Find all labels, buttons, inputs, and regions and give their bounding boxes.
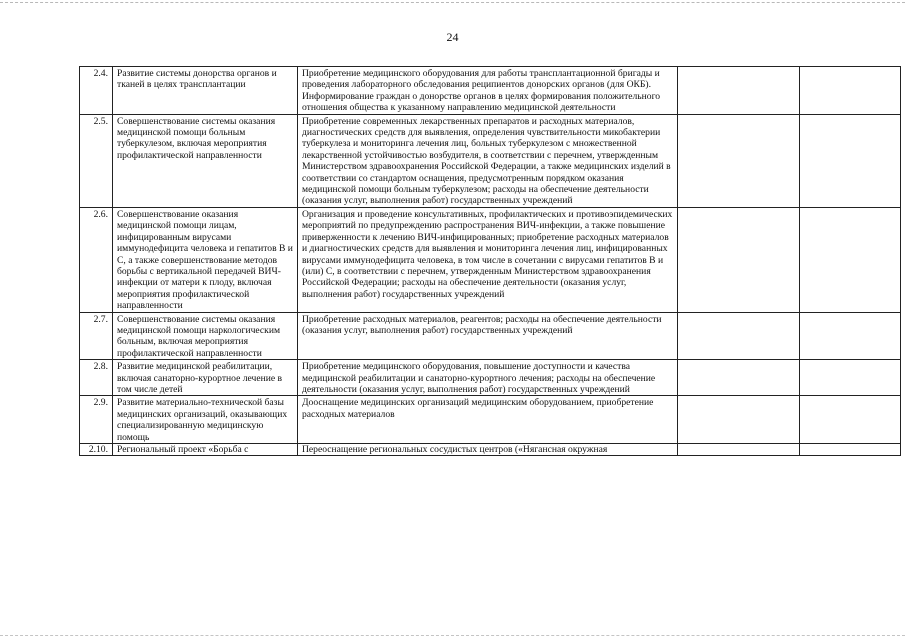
table-row <box>80 114 901 207</box>
measure-description: Приобретение медицинского оборудования, повышение доступности и качества медицинской реабилитации и санаторно-курортного лечения; расходы на обеспечение деятельности (оказания услуг, выполнения работ) государственных учреждений <box>298 360 678 396</box>
table-row <box>80 444 901 456</box>
row-number: 2.10. <box>80 444 113 456</box>
empty-cell <box>678 114 800 207</box>
measure-name: Развитие медицинской реабилитации, включая санаторно-курортное лечение в том числе детей <box>113 360 298 396</box>
row-number: 2.4. <box>80 67 113 115</box>
empty-cell <box>800 207 901 312</box>
table-row <box>80 360 901 396</box>
measure-description: Приобретение расходных материалов, реагентов; расходы на обеспечение деятельности (оказания услуг, выполнения работ) государственных учреждений <box>298 312 678 360</box>
table-row <box>80 207 901 312</box>
measure-name: Развитие материально-технической базы медицинских организаций, оказывающих специализированную медицинскую помощь <box>113 396 298 444</box>
empty-cell <box>800 67 901 115</box>
measure-description: Приобретение современных лекарственных препаратов и расходных материалов, диагностических средств для выявления, определения чувствительности микобактерии туберкулеза и мониторинга лечения лиц, больных туберкулезом с множественной лекарственной устойчивостью возбудителя, в соответствии с перечнем, утвержденным Министерством здравоохранения Российской Федерации, а также медицинских изделий в соответствии со стандартом оснащения, предусмотренным порядком оказания медицинской помощи больным туберкулезом; расходы на обеспечение деятельности (оказания услуг, выполнения работ) государственных учреждений <box>298 114 678 207</box>
empty-cell <box>678 67 800 115</box>
measure-description: Дооснащение медицинских организаций медицинским оборудованием, приобретение расходных материалов <box>298 396 678 444</box>
bottom-scan-edge <box>0 635 905 636</box>
page-number: 24 <box>446 30 459 44</box>
measure-name: Развитие системы донорства органов и тканей в целях трансплантации <box>113 67 298 115</box>
empty-cell <box>800 114 901 207</box>
row-number: 2.8. <box>80 360 113 396</box>
empty-cell <box>678 444 800 456</box>
top-scan-edge <box>0 2 905 3</box>
empty-cell <box>678 312 800 360</box>
measure-description: Переоснащение региональных сосудистых центров («Нягансная окружная <box>298 444 678 456</box>
row-number: 2.5. <box>80 114 113 207</box>
measure-description: Приобретение медицинского оборудования для работы трансплантационной бригады и проведения лабораторного обследования реципиентов донорских органов (для ОКБ). Информирование граждан о донорстве органов в целях формирования положительного отношения общества к указанному направлению медицинской деятельности <box>298 67 678 115</box>
empty-cell <box>678 207 800 312</box>
measure-name: Совершенствование оказания медицинской помощи лицам, инфицированным вирусами иммунодефицита человека и гепатитов В и С, а также совершенствование методов борьбы с вертикальной передачей ВИЧ-инфекции от матери к плоду, включая мероприятия профилактической направленности <box>113 207 298 312</box>
empty-cell <box>800 444 901 456</box>
row-number: 2.9. <box>80 396 113 444</box>
empty-cell <box>800 312 901 360</box>
program-table <box>79 66 901 456</box>
row-number: 2.7. <box>80 312 113 360</box>
row-number: 2.6. <box>80 207 113 312</box>
measure-description: Организация и проведение консультативных, профилактических и противоэпидемических мероприятий по предупреждению распространения ВИЧ-инфекции, а также повышение приверженности к лечению ВИЧ-инфицированных; приобретение расходных материалов и диагностических средств для выявления и мониторинга лечения лиц, инфицированных вирусами иммунодефицита человека, в том числе в сочетании с вирусами гепатитов В и (или) С, в соответствии с перечнем, утвержденным Министерством здравоохранения Российской Федерации; расходы на обеспечение деятельности (оказания услуг, выполнения работ) государственных учреждений <box>298 207 678 312</box>
empty-cell <box>800 396 901 444</box>
measure-name: Региональный проект «Борьба с <box>113 444 298 456</box>
measure-name: Совершенствование системы оказания медицинской помощи больным туберкулезом, включая мероприятия профилактической направленности <box>113 114 298 207</box>
empty-cell <box>678 360 800 396</box>
table-row <box>80 396 901 444</box>
empty-cell <box>800 360 901 396</box>
table-row <box>80 312 901 360</box>
empty-cell <box>678 396 800 444</box>
measure-name: Совершенствование системы оказания медицинской помощи наркологическим больным, включая мероприятия профилактической направленности <box>113 312 298 360</box>
table-row <box>80 67 901 115</box>
